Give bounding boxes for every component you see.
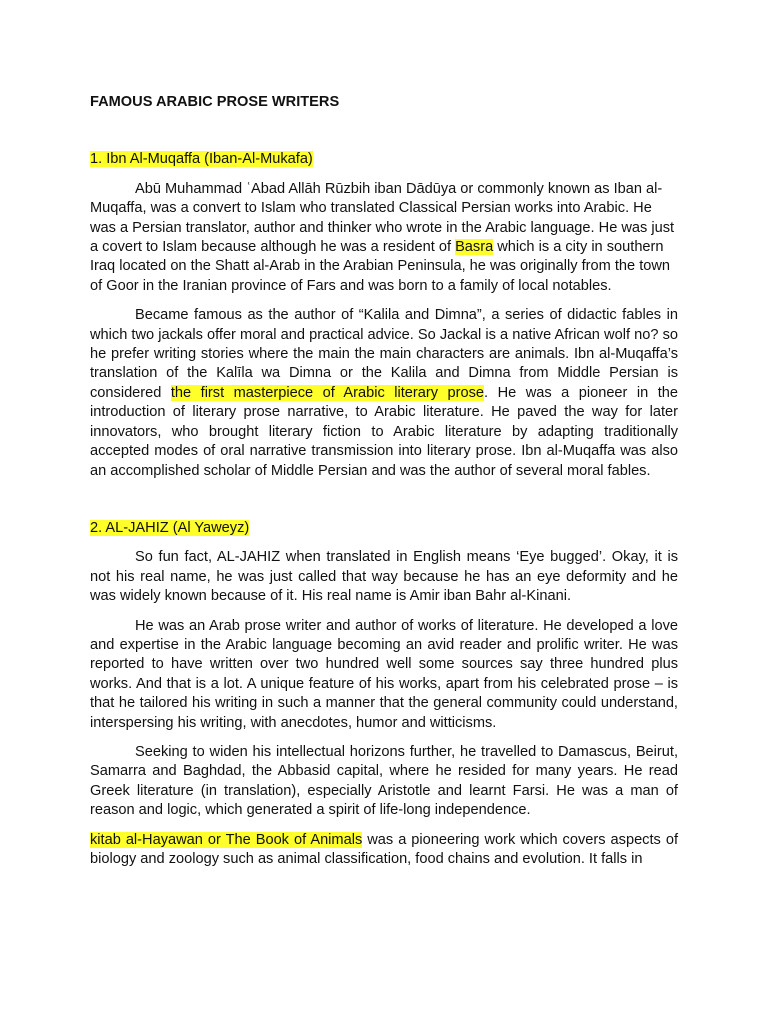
paragraph-text: . He was a pioneer in the introduction of literary prose narrative, to Arabic literature. He paved the way for later innovators, who brought literary fiction to Arabic literature by adapting traditionally accepted modes of oral narrative transmission into literary prose. Ibn al-Muqaffa was also an accomplished scholar of Middle Persian and was the author of several moral fables. (90, 384, 679, 479)
section-heading-al-jahiz (90, 519, 678, 538)
document-title: FAMOUS ARABIC PROSE WRITERS (90, 94, 340, 110)
paragraph-text: which is a city in southern Iraq located on the Shatt al-Arab in the Arabian Peninsula, he was originally from the town of Goor in the Iranian province of Fars and was born to a family of local notables. (90, 239, 671, 294)
highlighted-heading-text: 2. AL-JAHIZ (Al Yaweyz) (90, 519, 250, 536)
paragraph-kalila-and-dimna (90, 306, 678, 481)
highlighted-text-basra: Basra (455, 239, 494, 256)
highlighted-heading-text: 1. Ibn Al-Muqaffa (Iban-Al-Mukafa) (90, 151, 313, 168)
document-page (90, 93, 678, 879)
section-heading-ibn-al-muqaffa (90, 150, 678, 169)
paragraph-text: was a pioneering work which covers aspects of biology and zoology such as animal classification, food chains and evolution. It falls in (90, 831, 678, 867)
highlighted-text-masterpiece: the first masterpiece of Arabic literary prose (170, 384, 485, 401)
paragraph-al-jahiz-travels: Seeking to widen his intellectual horizons further, he travelled to Damascus, Beirut, Samarra and Baghdad, the Abbasid capital, where he resided for many years. He read Greek literature (in translation), especially Aristotle and learnt Farsi. He was a man of reason and logic, which generated a spirit of life-long independence. (90, 743, 678, 819)
paragraph-text: Became famous as the author of “Kalila and Dimna”, a series of didactic fables in which two jackals offer moral and practical advice. So Jackal is a native African wolf no? so he prefer writing stories where the main the main characters are animals. Ibn al-Muqaffa’s translation of the Kalīla wa Dimna or the Kalila and Dimna from Middle Persian is considered (90, 307, 678, 401)
paragraph-ibn-al-muqaffa-bio (90, 180, 678, 296)
section-spacer (90, 491, 678, 519)
paragraph-al-jahiz-works: He was an Arab prose writer and author of works of literature. He developed a love and expertise in the Arabic language becoming an avid reader and prolific writer. He was reported to have written over two hundred well some sources say three hundred plus works. And that is a lot. A unique feature of his works, apart from his celebrated prose – is that he tailored his writing in such a manner that the general community could understand, interspersing his writing, with anecdotes, humor and witticisms. (90, 617, 678, 731)
paragraph-al-jahiz-name: So fun fact, AL-JAHIZ when translated in English means ‘Eye bugged’. Okay, it is not his real name, he was just called that way because he has an eye deformity and he was widely known because of it. His real name is Amir iban Bahr al-Kinani. (90, 549, 678, 605)
highlighted-text-book-of-animals: kitab al-Hayawan or The Book of Animals (90, 831, 363, 848)
paragraph-book-of-animals (90, 831, 678, 870)
paragraph-text: Abū Muhammad ʿAbad Allāh Rūzbih iban Dādūya or commonly known as Iban al-Muqaffa, was a convert to Islam who translated Classical Persian works into Arabic. He was a Persian translator, author and thinker who wrote in the Arabic language. He was just a covert to Islam because although he was a resident of (90, 180, 675, 256)
